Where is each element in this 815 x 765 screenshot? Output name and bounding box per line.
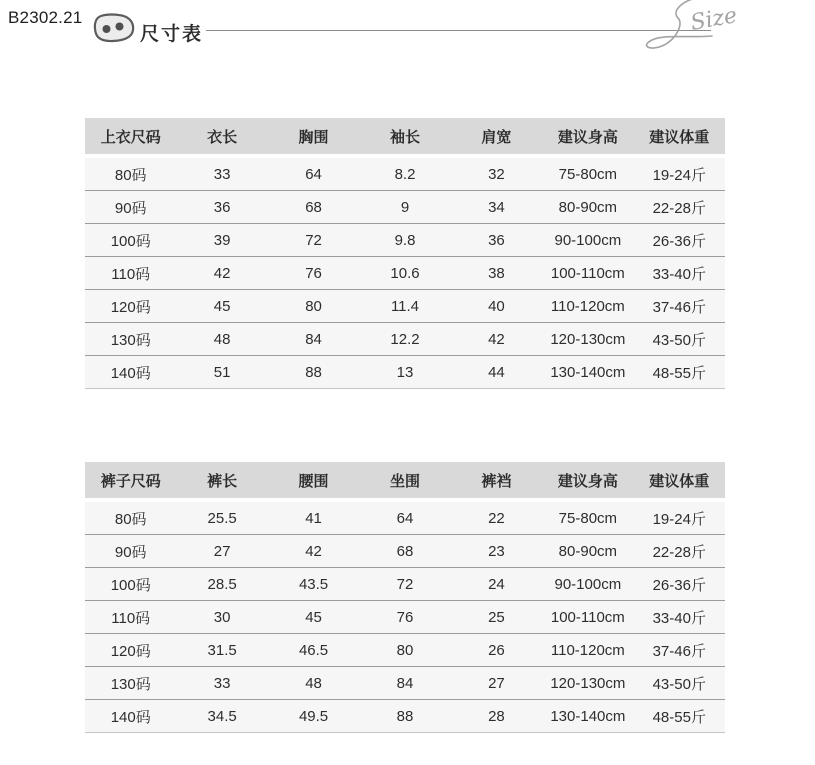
table-cell: 22-28斤: [652, 543, 706, 561]
table-cell: 130-140cm: [550, 707, 626, 725]
table-row: [85, 534, 725, 567]
table-row: [85, 355, 725, 388]
table-cell: 120码: [110, 642, 151, 660]
table-cell: 46.5: [298, 641, 329, 659]
header-cell: 胸围: [298, 128, 329, 146]
table-cell: 120-130cm: [550, 330, 626, 348]
tops-table-header-row: [85, 118, 725, 154]
table-cell: 80-90cm: [558, 198, 618, 216]
table-cell: 40: [488, 297, 505, 315]
table-cell: 90-100cm: [554, 231, 622, 249]
table-cell: 45: [305, 608, 322, 626]
table-cell: 80: [396, 641, 414, 659]
table-cell: 33: [213, 165, 231, 183]
table-cell: 37-46斤: [652, 298, 706, 316]
table-cell: 100码: [110, 232, 151, 250]
table-cell: 110-120cm: [550, 641, 625, 659]
product-code: B2302.21: [8, 8, 83, 27]
size-watermark-text: Size: [688, 3, 740, 36]
table-row: [85, 190, 725, 223]
table-cell: 33-40斤: [652, 265, 706, 283]
header-cell: 裤裆: [481, 472, 512, 490]
table-cell: 19-24斤: [652, 510, 706, 528]
table-cell: 38: [488, 264, 505, 282]
table-cell: 12.2: [390, 330, 420, 348]
table-row: [85, 158, 725, 190]
table-cell: 88: [396, 707, 414, 725]
table-cell: 48: [305, 674, 322, 692]
table-cell: 76: [396, 608, 414, 626]
table-cell: 34.5: [207, 707, 237, 725]
table-cell: 110-120cm: [550, 297, 625, 315]
table-cell: 34: [488, 198, 505, 216]
table-cell: 11.4: [390, 297, 420, 315]
table-cell: 43-50斤: [652, 675, 706, 693]
table-cell: 130码: [110, 675, 151, 693]
header-cell: 上衣尺码: [100, 128, 161, 146]
table-cell: 42: [213, 264, 231, 282]
header-cell: 建议体重: [649, 472, 710, 490]
header-cell: 裤长: [207, 472, 238, 490]
table-cell: 22-28斤: [652, 199, 706, 217]
table-cell: 27: [213, 542, 231, 560]
table-cell: 19-24斤: [652, 166, 706, 184]
table-cell: 64: [396, 509, 414, 527]
header-cell: 建议身高: [557, 472, 618, 490]
table-row: [85, 289, 725, 322]
table-cell: 110码: [111, 265, 151, 283]
table-cell: 28.5: [207, 575, 237, 593]
tops-size-table: [85, 118, 725, 389]
table-cell: 26: [488, 641, 505, 659]
table-row: [85, 502, 725, 534]
table-row: [85, 256, 725, 289]
header-divider: [206, 30, 711, 31]
table-cell: 9.8: [394, 231, 416, 249]
table-cell: 130码: [110, 331, 151, 349]
table-cell: 37-46斤: [652, 642, 706, 660]
table-cell: 76: [305, 264, 322, 282]
table-cell: 22: [488, 509, 505, 527]
table-cell: 28: [488, 707, 505, 725]
table-cell: 24: [488, 575, 505, 593]
table-cell: 48-55斤: [652, 708, 706, 726]
table-cell: 36: [488, 231, 505, 249]
table-cell: 39: [213, 231, 231, 249]
table-cell: 27: [488, 674, 505, 692]
table-cell: 120-130cm: [550, 674, 626, 692]
table-cell: 31.5: [207, 641, 237, 659]
table-cell: 72: [305, 231, 322, 249]
table-cell: 80码: [114, 510, 147, 528]
table-cell: 88: [305, 363, 322, 381]
tops-table-body: [85, 158, 725, 389]
table-cell: 75-80cm: [558, 165, 618, 183]
table-cell: 68: [305, 198, 322, 216]
table-cell: 75-80cm: [558, 509, 618, 527]
table-row: [85, 666, 725, 699]
table-cell: 100码: [110, 576, 151, 594]
table-cell: 44: [488, 363, 505, 381]
table-cell: 140码: [110, 708, 151, 726]
table-cell: 42: [488, 330, 505, 348]
table-cell: 90码: [114, 199, 147, 217]
header-cell: 坐围: [389, 472, 420, 490]
table-cell: 90-100cm: [554, 575, 622, 593]
table-cell: 110码: [111, 609, 151, 627]
table-cell: 84: [396, 674, 414, 692]
table-cell: 9: [400, 198, 410, 216]
table-cell: 90码: [114, 543, 147, 561]
header-cell: 袖长: [389, 128, 420, 146]
header-cell: 腰围: [298, 472, 329, 490]
table-cell: 42: [305, 542, 322, 560]
table-cell: 48-55斤: [652, 364, 706, 382]
table-row: [85, 600, 725, 633]
table-cell: 32: [488, 165, 505, 183]
table-cell: 30: [213, 608, 231, 626]
table-cell: 26-36斤: [652, 576, 706, 594]
table-cell: 33: [213, 674, 231, 692]
section-title: 尺寸表: [140, 24, 204, 45]
table-row: [85, 567, 725, 600]
pants-table-body: [85, 502, 725, 733]
header-cell: 建议体重: [649, 128, 710, 146]
table-cell: 43.5: [298, 575, 329, 593]
table-cell: 8.2: [394, 165, 416, 183]
table-cell: 43-50斤: [652, 331, 706, 349]
size-script-watermark: [638, 0, 778, 56]
table-cell: 13: [396, 363, 414, 381]
table-cell: 41: [305, 509, 322, 527]
table-cell: 80: [305, 297, 322, 315]
table-cell: 10.6: [390, 264, 420, 282]
table-cell: 33-40斤: [652, 609, 706, 627]
table-cell: 120码: [110, 298, 151, 316]
table-cell: 23: [488, 542, 505, 560]
table-row: [85, 322, 725, 355]
table-cell: 100-110cm: [550, 608, 625, 626]
table-cell: 80码: [114, 166, 147, 184]
table-cell: 64: [305, 165, 322, 183]
table-row: [85, 699, 725, 732]
table-cell: 51: [213, 363, 231, 381]
header-cell: 裤子尺码: [100, 472, 161, 490]
pig-nose-icon: [93, 13, 135, 43]
table-cell: 130-140cm: [550, 363, 626, 381]
table-cell: 25: [488, 608, 505, 626]
table-cell: 100-110cm: [550, 264, 625, 282]
pants-table-header-row: [85, 462, 725, 498]
table-cell: 140码: [110, 364, 151, 382]
pants-size-table: [85, 462, 725, 733]
header-cell: 肩宽: [481, 128, 512, 146]
table-cell: 68: [396, 542, 414, 560]
table-row: [85, 633, 725, 666]
table-cell: 25.5: [207, 509, 237, 527]
table-cell: 80-90cm: [558, 542, 618, 560]
header-cell: 建议身高: [557, 128, 618, 146]
table-row: [85, 223, 725, 256]
table-cell: 36: [213, 198, 231, 216]
table-cell: 49.5: [298, 707, 329, 725]
header-cell: 衣长: [207, 128, 238, 146]
table-cell: 72: [396, 575, 414, 593]
table-cell: 84: [305, 330, 322, 348]
table-cell: 48: [213, 330, 231, 348]
table-cell: 45: [213, 297, 231, 315]
table-cell: 26-36斤: [652, 232, 706, 250]
